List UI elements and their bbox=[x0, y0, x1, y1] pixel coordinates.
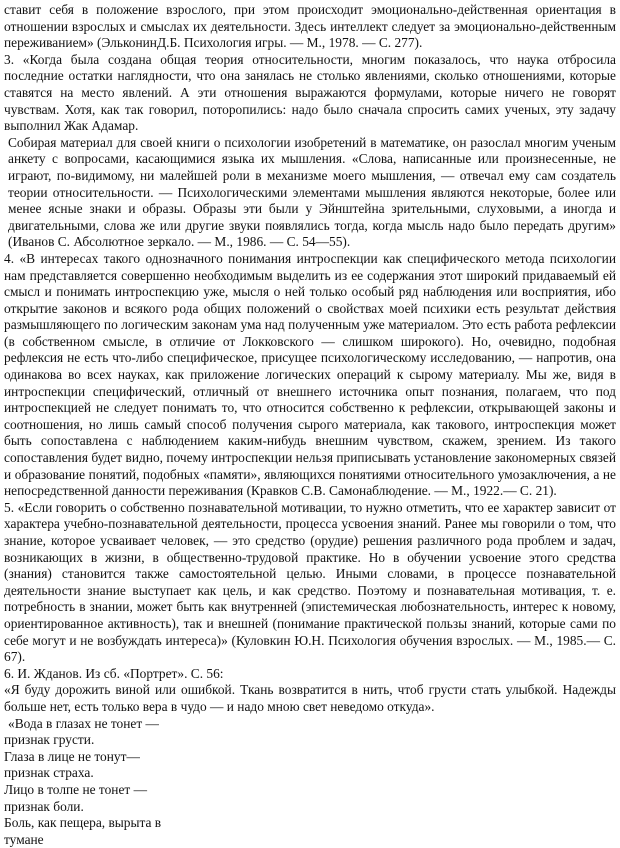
poem-line: Боль, как пещера, вырыта в bbox=[4, 815, 162, 831]
paragraph-3-hadamard: Собирая материал для своей книги о психологии изобретений в математике, он разослал многим ученым анкету с вопросами, касающимися языка их мышления. «Слова, написанные или произнесенные, не играют, по-видимому, ни малейшей роли в механизме моего мышления, — отвечал ему сам создатель теории относительности. — Психологическими элементами мышления являются некоторые, более или менее ясные знаки и образы. Образы эти были у Эйнштейна зрительными, слуховыми, а иногда и двигательными, слова же или другие звуки появлялись тогда, когда мысль надо было передать другим» (Иванов С. Абсолютное зеркало. — М., 1986. — С. 54—55). bbox=[8, 134, 616, 250]
paragraph-6-heading: 6. И. Жданов. Из сб. «Портрет». С. 56: bbox=[4, 665, 224, 681]
poem-line: признак страха. bbox=[4, 765, 94, 781]
paragraph-4-introspection: 4. «В интересах такого однозначного понимания интроспекции как специфического метода психологии нам представляется совершенно необходимым выделить из ее содержания этот широкий придаваемый ей смысл и понимать интроспекцию уже, мысля о ней только особый ряд наблюдения или восприятия, ибо открытие законов и всякого рода общих положений о свойствах моей психики есть результат действия размышляющего по логическим законам ума над полученным уже материалом. Это есть работа рефлексии (в собственном смысле, в отличие от Локковского — слишком широкого). Но, очевидно, подобная рефлексия не есть что-либо специфическое, присущее психологическому исследованию, — напротив, она одинакова во всех науках, как приложение логических операций к сырому материалу. Мы же, видя в интроспекции специфический, отличный от внешнего источника опыт познания, полагаем, что под интроспекцией не следует понимать то, что относится собственно к рефлексии, открывающей законы и соотношения, но лишь самый способ получения сырого материала, как такового, интроспекция может быть сопоставлена с наблюдением каким-нибудь внешним чувством, скажем, зрением. Из такого сопоставления будет видно, почему интроспекции нельзя приписывать установление закономерных связей и образование понятий, подобных «памяти», являющихся понятиями относительного умозаключения, а не непосредственной данности переживания (Кравков С.В. Самонаблюдение. — М., 1922.— С. 21). bbox=[4, 250, 616, 499]
paragraph-3-relativity: 3. «Когда была создана общая теория относительности, многим показалось, что наука отбросила последние остатки наглядности, что она занялась не столько явлениями, сколько отношениями, которые ставятся на место явлений. А эти отношения выражаются формулами, которые ничего не говорят чувствам. Хотя, как так говорил, поторопились: надо было сначала спросить самих ученых, эту задачу выполнил Жак Адамар. bbox=[4, 51, 616, 134]
poem-line: Глаза в лице не тонут— bbox=[4, 748, 140, 764]
poem-line: «Вода в глазах не тонет — bbox=[8, 715, 159, 731]
poem-line: Лицо в толпе не тонет — bbox=[4, 781, 147, 797]
paragraph-elkonin-ending: ставит себя в положение взрослого, при этом происходит эмоционально-действенная ориентация в отношении взрослых и смыслах их деятельности. Здесь интеллект следует за эмоционально-действенным переживанием» (ЭльконинД.Б. Психология игры. — М., 1978. — С. 277). bbox=[4, 2, 616, 51]
poem-line: признак грусти. bbox=[4, 732, 95, 748]
poem-line: признак боли. bbox=[4, 798, 84, 814]
paragraph-5-motivation: 5. «Если говорить о собственно познавательной мотивации, то нужно отметить, что ее характер зависит от характера учебно-познавательной деятельности, процесса усвоения знаний. Ранее мы говорили о том, что знание, которое усваивает человек, — это средство (орудие) решения различного рода проблем и задач, возникающих в жизни, в общественно-трудовой практике. Но в обучении усвоение этого средства (знания) становится также самостоятельной целью. Иными словами, в процессе познавательной деятельности знание выступает как цель, и как средство. Поэтому и познавательная мотивация, т. е. потребность в знании, может быть как внутренней (эпистемическая любознательность, интерес к новому, ориентированное активность), так и внешней (понимание практической пользы знаний, которые сами по себе могут и не возбуждать интереса)» (Куловкин Ю.Н. Психология обучения взрослых. — М., 1985.— С. 67). bbox=[4, 499, 616, 665]
poem-line: тумане bbox=[4, 831, 44, 847]
poem bbox=[4, 716, 616, 848]
paragraph-6-quote: «Я буду дорожить виной или ошибкой. Ткань возвратится в нить, чтоб грусти стать улыбкой. Надежды больше нет, есть только вера в чудо — и надо мною свет неведомо откуда». bbox=[4, 682, 616, 714]
